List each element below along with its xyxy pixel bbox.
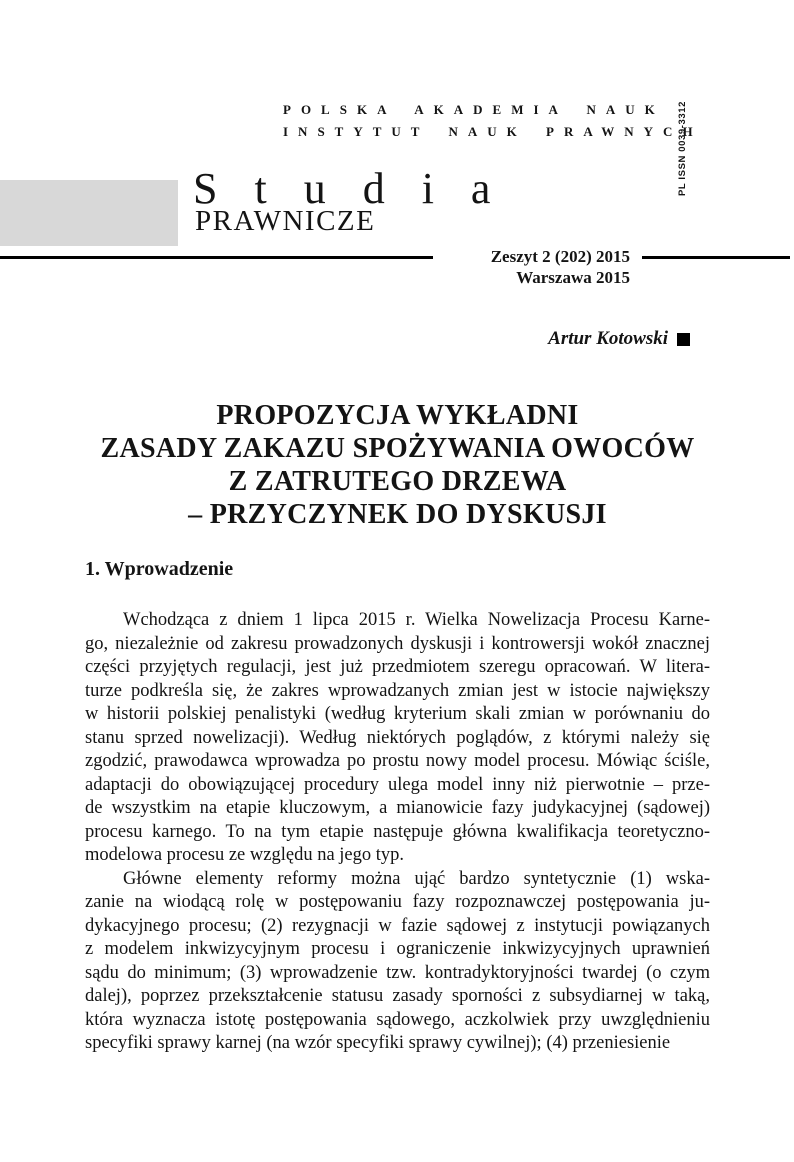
body-line: specyfiki sprawy karnej (na wzór specyfiki sprawy cywilnej); (4) przeniesienie	[85, 1033, 671, 1053]
article-title-line: ZASADY ZAKAZU SPOŻYWANIA OWOCÓW	[100, 433, 695, 464]
body-line: modelowa procesu ze względu na jego typ.	[85, 845, 405, 865]
body-line: Wchodząca z dniem 1 lipca 2015 r. Wielka Nowelizacja Procesu Karne-	[123, 610, 710, 630]
black-square-icon	[677, 333, 690, 346]
body-line: zanie na wiodącą rolę w postępowaniu fazy rozpoznawczej postępowania ju-	[85, 892, 710, 912]
body-line: procesu karnego. To na tym etapie następuje główna kwalifikacja teoretyczno-	[85, 821, 710, 842]
body-line: w historii polskiej penalistyki (według kryterium skali zmian w porównaniu do	[85, 704, 710, 724]
article-title	[85, 399, 710, 531]
article-title-line: – PRZYCZYNEK DO DYSKUSJI	[188, 499, 607, 530]
body-line: stanu sprzed nowelizacji). Według niektórych poglądów, z którymi należy się	[85, 727, 710, 748]
publisher-header	[283, 99, 703, 143]
body-line: zgodzić, prawodawca wprowadza po prostu nowy model procesu. Mówiąc ściśle,	[85, 751, 710, 771]
author-line	[548, 328, 690, 350]
masthead-subtitle: PRAWNICZE	[195, 205, 376, 237]
body-line: Główne elementy reformy można ująć bardzo syntetycznie (1) wska-	[123, 868, 710, 889]
issn-vertical-label: PL ISSN 0039-3312	[677, 100, 688, 196]
body-line: dykacyjnego procesu; (2) rezygnacji w fazie sądowej z instytucji powiązanych	[85, 915, 710, 936]
masthead-gray-box	[0, 180, 178, 246]
article-title-line: PROPOZYCJA WYKŁADNI	[216, 400, 579, 431]
header-rule-left	[0, 256, 433, 259]
issue-info	[491, 246, 630, 288]
author-name: Artur Kotowski	[548, 328, 668, 349]
masthead-title: S t u d i a	[193, 164, 504, 213]
body-line: która wyznacza istotę postępowania sądowego, aczkolwiek przy uwzględnieniu	[85, 1009, 710, 1030]
body-line: go, niezależnie od zakresu prowadzonych dyskusji i kontrowersji wokół znacznej	[85, 633, 710, 654]
publisher-line-1: POLSKA AKADEMIA NAUK	[283, 102, 665, 117]
issue-number: Zeszyt 2 (202) 2015	[490, 247, 630, 266]
body-line: adaptacji do obowiązującej procedury ulega model inny niż pierwotnie – prze-	[85, 774, 710, 795]
issue-place: Warszawa 2015	[516, 268, 630, 287]
article-body	[85, 609, 710, 1056]
body-line: części przyjętych regulacji, jest już przedmiotem szeregu opracowań. W litera-	[85, 657, 710, 677]
body-line: z modelem inkwizycyjnym procesu i ograniczenie inkwizycyjnych uprawnień	[85, 939, 710, 959]
body-line: turze podkreśla się, że zakres wprowadzanych zmian jest w istocie największy	[85, 680, 710, 701]
body-line: sądu do minimum; (3) wprowadzenie tzw. kontradyktoryjności twardej (o czym	[85, 962, 710, 983]
body-line: dalej), poprzez przekształcenie statusu zasady sporności z subsydiarnej w taką,	[85, 986, 710, 1006]
section-heading: 1. Wprowadzenie	[85, 558, 234, 580]
publisher-line-2: INSTYTUT NAUK PRAWNYCH	[283, 124, 703, 139]
header-rule-right	[642, 256, 790, 259]
body-line: de wszystkim na etapie kluczowym, a mianowicie fazy judykacyjnej (sądowej)	[85, 798, 710, 818]
article-title-line: Z ZATRUTEGO DRZEWA	[228, 466, 567, 497]
